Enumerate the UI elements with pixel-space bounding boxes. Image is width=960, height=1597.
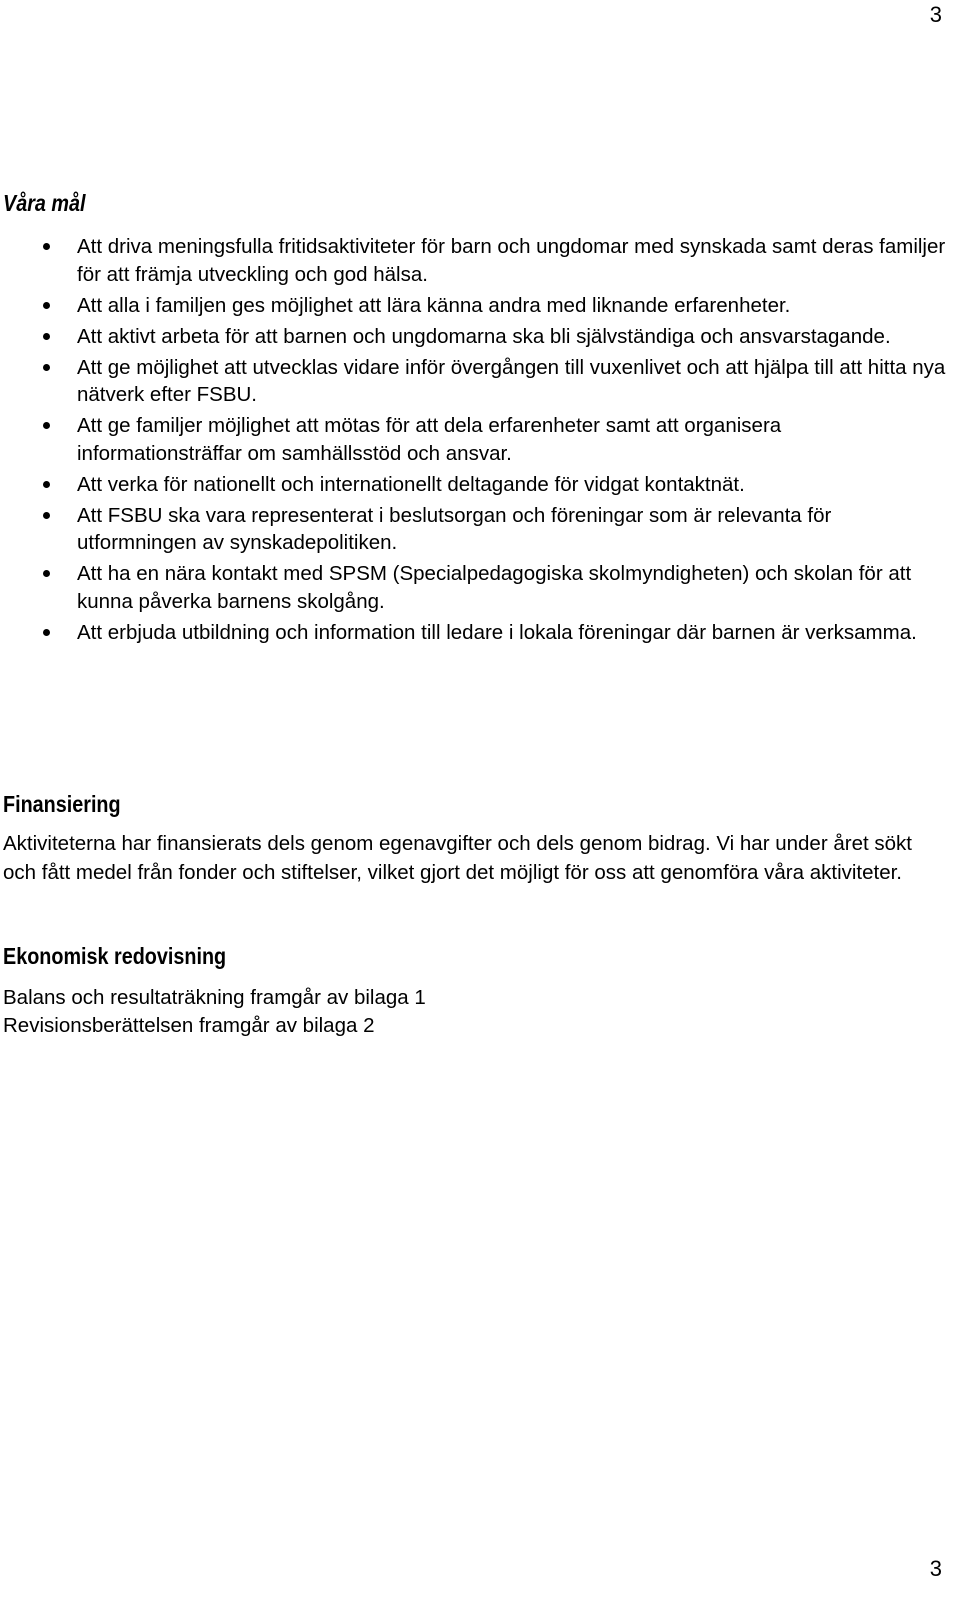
goal-text: Att erbjuda utbildning och information till ledare i lokala föreningar där barnen är verksamma. <box>77 620 917 644</box>
bullet-icon <box>43 243 50 250</box>
goals-list <box>0 233 950 650</box>
goal-item <box>0 292 950 320</box>
goal-item <box>0 619 950 647</box>
goal-item <box>0 560 950 615</box>
goal-item <box>0 354 950 409</box>
economy-line: Balans och resultaträkning framgår av bilaga 1 <box>3 986 426 1009</box>
goal-text: Att ha en nära kontakt med SPSM (Specialpedagogiska skolmyndigheten) och skolan för att kunna påverka barnens skolgång. <box>77 562 912 613</box>
bullet-icon <box>43 302 50 309</box>
goal-text: Att alla i familjen ges möjlighet att lära känna andra med liknande erfarenheter. <box>77 293 791 317</box>
goal-text: Att ge familjer möjlighet att mötas för att dela erfarenheter samt att organisera informationsträffar om samhällsstöd och ansvar. <box>77 414 782 465</box>
bullet-icon <box>43 570 50 577</box>
bullet-icon <box>43 629 50 636</box>
page-number-bottom: 3 <box>929 1556 942 1581</box>
goal-text: Att aktivt arbeta för att barnen och ungdomarna ska bli självständiga och ansvarstagande. <box>77 324 891 348</box>
economy-line: Revisionsberättelsen framgår av bilaga 2 <box>3 1014 375 1037</box>
economy-heading: Ekonomisk redovisning <box>3 943 227 969</box>
funding-paragraph: Aktiviteterna har finansierats dels genom egenavgifter och dels genom bidrag. Vi har under året sökt och fått medel från fonder och stiftelser, vilket gjort det möjligt för oss att genomföra våra aktiviteter. <box>3 832 912 884</box>
goal-item <box>0 412 950 467</box>
goal-text: Att FSBU ska vara representerat i beslutsorgan och föreningar som är relevanta för utformningen av synskadepolitiken. <box>77 503 832 554</box>
page-number-top: 3 <box>929 2 942 27</box>
bullet-icon <box>43 512 50 519</box>
bullet-icon <box>43 481 50 488</box>
goal-text: Att ge möjlighet att utvecklas vidare inför övergången till vuxenlivet och att hjälpa till att hitta nya nätverk efter FSBU. <box>77 355 946 406</box>
bullet-icon <box>43 364 50 371</box>
goals-heading: Våra mål <box>3 190 86 216</box>
goal-item <box>0 471 950 499</box>
bullet-icon <box>43 422 50 429</box>
funding-heading: Finansiering <box>3 791 121 817</box>
goal-item <box>0 233 950 288</box>
goal-item <box>0 323 950 351</box>
goal-text: Att driva meningsfulla fritidsaktiviteter för barn och ungdomar med synskada samt deras familjer för att främja utveckling och god hälsa. <box>77 235 946 286</box>
goal-text: Att verka för nationellt och internationellt deltagande för vidgat kontaktnät. <box>77 472 745 496</box>
bullet-icon <box>43 333 50 340</box>
goal-item <box>0 502 950 557</box>
